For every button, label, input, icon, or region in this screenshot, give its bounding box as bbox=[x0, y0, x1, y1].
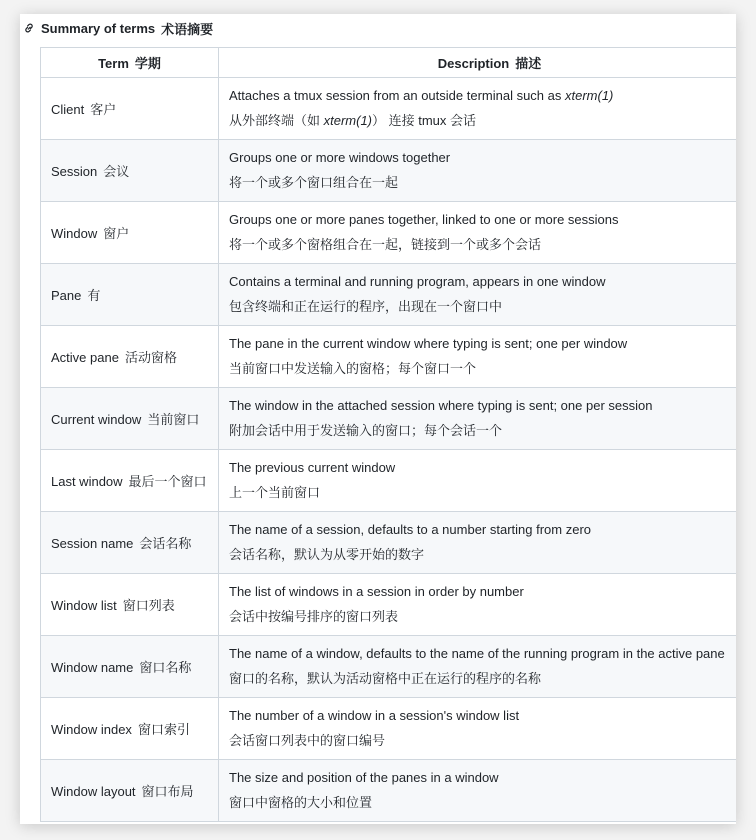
term-en: Window list bbox=[51, 598, 117, 613]
description-zh: 窗口的名称，默认为活动窗格中正在运行的程序的名称 bbox=[229, 671, 542, 686]
term-cell bbox=[41, 636, 219, 698]
description-zh: 会话窗口列表中的窗口编号 bbox=[229, 733, 386, 748]
term-cell bbox=[41, 450, 219, 512]
table-row bbox=[41, 388, 737, 450]
table-row bbox=[41, 512, 737, 574]
description-cell bbox=[219, 698, 737, 760]
description-en: The name of a window, defaults to the name of the running program in the active pane bbox=[229, 646, 725, 661]
heading-title-en: Summary of terms bbox=[41, 20, 156, 36]
table-row bbox=[41, 574, 737, 636]
table-row bbox=[41, 698, 737, 760]
description-zh: 附加会话中用于发送输入的窗口；每个会话一个 bbox=[229, 423, 503, 438]
term-en: Session name bbox=[51, 536, 134, 551]
description-zh: 包含终端和正在运行的程序，出现在一个窗口中 bbox=[229, 299, 503, 314]
term-cell bbox=[41, 264, 219, 326]
description-cell bbox=[219, 202, 737, 264]
description-cell bbox=[219, 574, 737, 636]
description-zh: 从外部终端（如 xterm(1)） 连接 tmux 会话 bbox=[229, 113, 477, 128]
term-zh: 窗口布局 bbox=[141, 784, 194, 799]
description-en: The size and position of the panes in a window bbox=[229, 770, 499, 785]
term-en: Window index bbox=[51, 722, 132, 737]
description-cell bbox=[219, 78, 737, 140]
term-zh: 客户 bbox=[90, 102, 117, 117]
term-zh: 活动窗格 bbox=[124, 350, 177, 365]
table-row bbox=[41, 636, 737, 698]
term-zh: 窗口名称 bbox=[139, 660, 192, 675]
term-zh: 最后一个窗口 bbox=[128, 474, 207, 489]
term-zh: 窗户 bbox=[103, 226, 130, 241]
term-zh: 有 bbox=[87, 288, 101, 303]
description-zh: 将一个或多个窗格组合在一起，链接到一个或多个会话 bbox=[229, 237, 542, 252]
term-zh: 当前窗口 bbox=[147, 412, 200, 427]
term-en: Window bbox=[51, 226, 98, 241]
term-cell bbox=[41, 140, 219, 202]
description-en: The list of windows in a session in order by number bbox=[229, 584, 524, 599]
terms-table bbox=[40, 47, 736, 822]
table-row bbox=[41, 264, 737, 326]
section-heading bbox=[22, 18, 213, 38]
table-row bbox=[41, 760, 737, 822]
description-zh: 会话中按编号排序的窗口列表 bbox=[229, 609, 399, 624]
term-cell bbox=[41, 760, 219, 822]
table-row bbox=[41, 326, 737, 388]
description-cell bbox=[219, 512, 737, 574]
term-en: Active pane bbox=[51, 350, 119, 365]
description-cell bbox=[219, 326, 737, 388]
table-row bbox=[41, 202, 737, 264]
description-en: Groups one or more windows together bbox=[229, 150, 451, 165]
term-cell bbox=[41, 202, 219, 264]
header-term-en: Term bbox=[98, 56, 129, 71]
link-icon[interactable] bbox=[22, 21, 36, 35]
table-header-row bbox=[41, 48, 737, 78]
description-zh: 当前窗口中发送输入的窗格；每个窗口一个 bbox=[229, 361, 477, 376]
term-en: Pane bbox=[51, 288, 82, 303]
description-en: The name of a session, defaults to a number starting from zero bbox=[229, 522, 592, 537]
description-en: Attaches a tmux session from an outside terminal such as xterm(1) bbox=[229, 88, 614, 103]
term-zh: 会话名称 bbox=[139, 536, 192, 551]
term-cell bbox=[41, 78, 219, 140]
term-zh: 窗口列表 bbox=[122, 598, 175, 613]
description-zh: 上一个当前窗口 bbox=[229, 485, 321, 500]
term-zh: 窗口索引 bbox=[137, 722, 190, 737]
term-cell bbox=[41, 698, 219, 760]
description-en: Groups one or more panes together, linked to one or more sessions bbox=[229, 212, 619, 227]
description-cell bbox=[219, 264, 737, 326]
header-term-zh: 学期 bbox=[134, 56, 161, 71]
term-en: Window name bbox=[51, 660, 134, 675]
term-en: Client bbox=[51, 102, 85, 117]
table-row bbox=[41, 78, 737, 140]
header-description bbox=[219, 48, 737, 78]
document-card bbox=[20, 14, 736, 824]
term-cell bbox=[41, 388, 219, 450]
description-cell bbox=[219, 760, 737, 822]
header-description-en: Description bbox=[437, 56, 510, 71]
table-row bbox=[41, 140, 737, 202]
term-en: Last window bbox=[51, 474, 123, 489]
term-cell bbox=[41, 512, 219, 574]
description-cell bbox=[219, 388, 737, 450]
description-cell bbox=[219, 636, 737, 698]
header-description-zh: 描述 bbox=[515, 56, 542, 71]
table-row bbox=[41, 450, 737, 512]
description-en: The pane in the current window where typing is sent; one per window bbox=[229, 336, 628, 351]
term-en: Session bbox=[51, 164, 98, 179]
description-en: The number of a window in a session's window list bbox=[229, 708, 520, 723]
description-cell bbox=[219, 450, 737, 512]
description-en: The previous current window bbox=[229, 460, 396, 475]
description-zh: 会话名称，默认为从零开始的数字 bbox=[229, 547, 425, 562]
term-en: Current window bbox=[51, 412, 142, 427]
term-zh: 会议 bbox=[103, 164, 130, 179]
header-term bbox=[41, 48, 219, 78]
term-cell bbox=[41, 326, 219, 388]
description-en: Contains a terminal and running program, appears in one window bbox=[229, 274, 606, 289]
heading-title-zh: 术语摘要 bbox=[161, 21, 214, 37]
term-en: Window layout bbox=[51, 784, 136, 799]
description-zh: 窗口中窗格的大小和位置 bbox=[229, 795, 373, 810]
description-cell bbox=[219, 140, 737, 202]
term-cell bbox=[41, 574, 219, 636]
description-zh: 将一个或多个窗口组合在一起 bbox=[229, 175, 399, 190]
description-en: The window in the attached session where typing is sent; one per session bbox=[229, 398, 653, 413]
